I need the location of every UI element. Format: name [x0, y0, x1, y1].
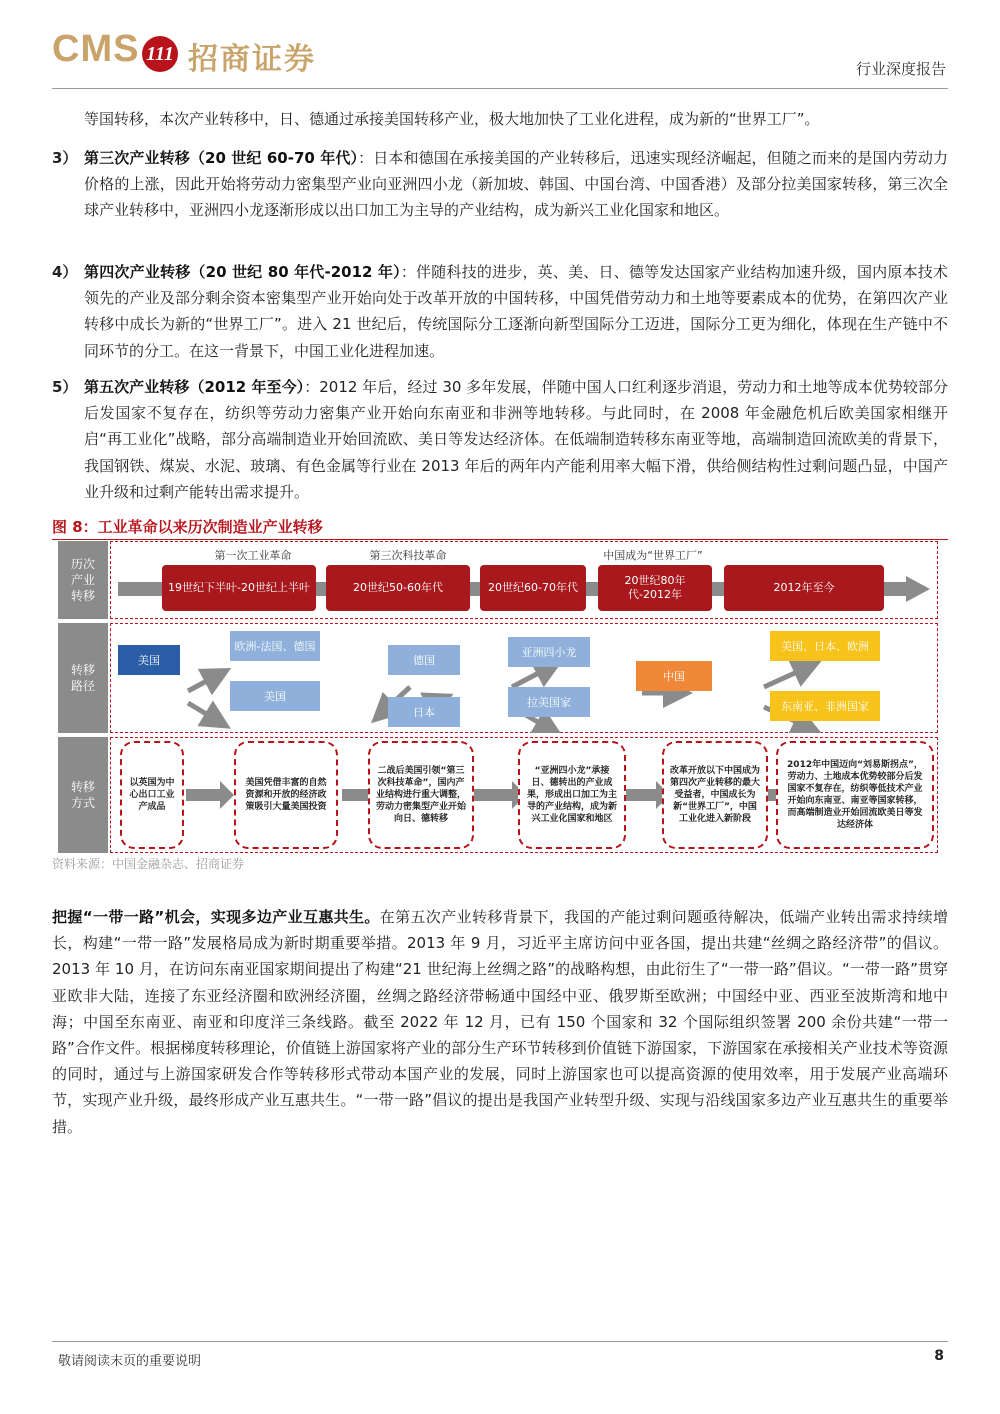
path-node-four-dragons: 亚洲四小龙 — [508, 637, 590, 667]
row-label-mode: 转移方式 — [58, 737, 108, 853]
paragraph-belt-road: 把握“一带一路”机会，实现多边产业互惠共生。在第五次产业转移背景下，我国的产能过剩问题亟待解决，低端产业转出需求持续增长，构建“一带一路”发展格局成为新时期重要举措。2013 年 9 月，习近平主席访问中亚各国，提出共建“丝绸之路经济带”的倡议。2013 年 10 月，在访问东南亚国家期间提出了构建“21 世纪海上丝绸之路”的战略构想，由此衍生了“一带一路”倡议。“一带一路”贯穿亚欧非大陆，连接了东亚经济圈和欧洲经济圈，丝绸之路经济带畅通中国经中亚、俄罗斯至欧洲；中国经中亚、西亚至波斯湾和地中海；中国至东南亚、南亚和印度洋三条线路。截至 2022 年 12 月，已有 150 个国家和 32 个国际组织签署 200 余份共建“一带一路”合作文件。根据梯度转移理论，价值链上游国家将产业的部分生产环节转移到价值链下游国家，下游国家在承接相关产业技术等资源的同时，通过与上游国家研发合作等转移形式带动本国产业的发展，同时上游国家也可以提高资源的使用效率，用于发展产业高端环节，实现产业升级，最终形成产业互惠共生。“一带一路”倡议的提出是我国产业转型升级、实现与沿线国家多边产业互惠共生的重要举措。 — [52, 908, 948, 1136]
mode-box-2: 美国凭借丰富的自然资源和开放的经济政策吸引大量美国投资 — [234, 741, 338, 849]
mode-box-1: 以英国为中心出口工业产成品 — [120, 741, 184, 849]
page-number: 8 — [934, 1348, 944, 1364]
era-label-world-factory: 中国成为“世界工厂” — [603, 549, 703, 562]
era-box-3: 20世纪60-70年代 — [480, 565, 586, 611]
path-node-usa-2: 美国 — [230, 681, 320, 711]
list-item-fifth-transfer: 5） 第五次产业转移（2012 年至今）：2012 年后，经过 30 多年发展，伴随中国人口红利逐步消退，劳动力和土地等成本优势较部分后发国家不复存在，纺织等劳动力密集产业开始向东南亚和非洲等地转移。与此同时，在 2008 年金融危机后欧美国家相继开启“再工业化”战略，部分高端制造业开始回流欧、美日等发达经济体。在低端制造转移东南亚等地，高端制造回流欧美的背景下，我国钢铁、煤炭、水泥、玻璃、有色金属等行业在 2013 年后的两年内产能利用率大幅下滑，供给侧结构性过剩问题凸显，中国产业升级和过剩产能转出需求提升。 — [52, 378, 948, 501]
era-label-third-revolution: 第三次科技革命 — [369, 549, 447, 562]
figure-title-rule — [52, 539, 948, 540]
list-item-fourth-transfer: 4） 第四次产业转移（20 世纪 80 年代-2012 年）：伴随科技的进步，英、美、日、德等发达国家产业结构加速升级，国内原本技术领先的产业及部分剩余资本密集型产业开始向处于改革开放的中国转移，中国凭借劳动力和土地等要素成本的优势，在第四次产业转移中成长为新的“世界工厂”。进入 21 世纪后，传统国际分工逐渐向新型国际分工迈进，国际分工更为细化，体现在生产链中不同环节的分工。在这一背景下，中国工业化进程加速。 — [52, 263, 948, 360]
header-divider — [52, 88, 948, 89]
paragraph-continuation: 等国转移，本次产业转移中，日、德通过承接美国转移产业，极大地加快了工业化进程，成为新的“世界工厂”。 — [84, 110, 820, 128]
report-type: 行业深度报告 — [855, 60, 946, 78]
path-node-latam: 拉美国家 — [508, 687, 590, 717]
mode-box-6: 2012年中国迈向“刘易斯拐点”，劳动力、土地成本优势较部分后发国家不复存在，纺织等低技术产业开始向东南亚、南亚等国家转移，而高端制造业开始回流欧美日等发达经济体 — [776, 741, 934, 849]
footer-note: 敬请阅读末页的重要说明 — [58, 1354, 202, 1369]
era-box-1: 19世纪下半叶-20世纪上半叶 — [162, 565, 316, 611]
era-box-5: 2012年至今 — [724, 565, 884, 611]
path-node-china: 中国 — [636, 661, 712, 691]
path-node-germany: 德国 — [388, 645, 460, 675]
logo-cms: CMS — [52, 28, 140, 70]
logo-company-name: 招商证券 — [188, 42, 316, 77]
mode-box-3: 二战后美国引领“第三次科技革命”，国内产业结构进行重大调整，劳动力密集型产业开始向日、德转移 — [368, 741, 474, 849]
row-label-path: 转移路径 — [58, 623, 108, 733]
path-node-sea-africa: 东南亚、非洲国家 — [770, 691, 880, 721]
figure-source: 资料来源：中国金融杂志、招商证券 — [52, 857, 245, 871]
list-item-third-transfer: 3） 第三次产业转移（20 世纪 60-70 年代）：日本和德国在承接美国的产业转移后，迅速实现经济崛起，但随之而来的是国内劳动力价格的上涨，因此开始将劳动力密集型产业向亚洲四小龙（新加坡、韩国、中国台湾、中国香港）及部分拉美国家转移，第三次全球产业转移中，亚洲四小龙逐渐形成以出口加工为主导的产业结构，成为新兴工业化国家和地区。 — [52, 149, 949, 220]
era-label-first-revolution: 第一次工业革命 — [214, 549, 292, 562]
path-node-japan: 日本 — [388, 697, 460, 727]
era-box-2: 20世纪50-60年代 — [326, 565, 470, 611]
figure-diagram — [58, 541, 938, 853]
path-node-europe: 欧洲-法国、德国 — [230, 631, 320, 661]
mode-box-5: 改革开放以下中国成为第四次产业转移的最大受益者，中国成长为新“世界工厂”，中国工业化进入新阶段 — [662, 741, 768, 849]
row-label-history: 历次产业转移 — [58, 541, 108, 619]
logo-badge-icon: 111 — [142, 36, 178, 72]
path-node-advanced: 美国、日本、欧洲 — [770, 631, 880, 661]
figure-title: 图 8：工业革命以来历次制造业产业转移 — [52, 518, 323, 536]
era-box-4: 20世纪80年代-2012年 — [598, 565, 712, 611]
footer-divider — [52, 1341, 948, 1342]
mode-box-4: “亚洲四小龙”承接日、德转出的产业成果，形成出口加工为主导的产业结构，成为新兴工业化国家和地区 — [518, 741, 626, 849]
path-node-usa: 美国 — [118, 645, 180, 675]
